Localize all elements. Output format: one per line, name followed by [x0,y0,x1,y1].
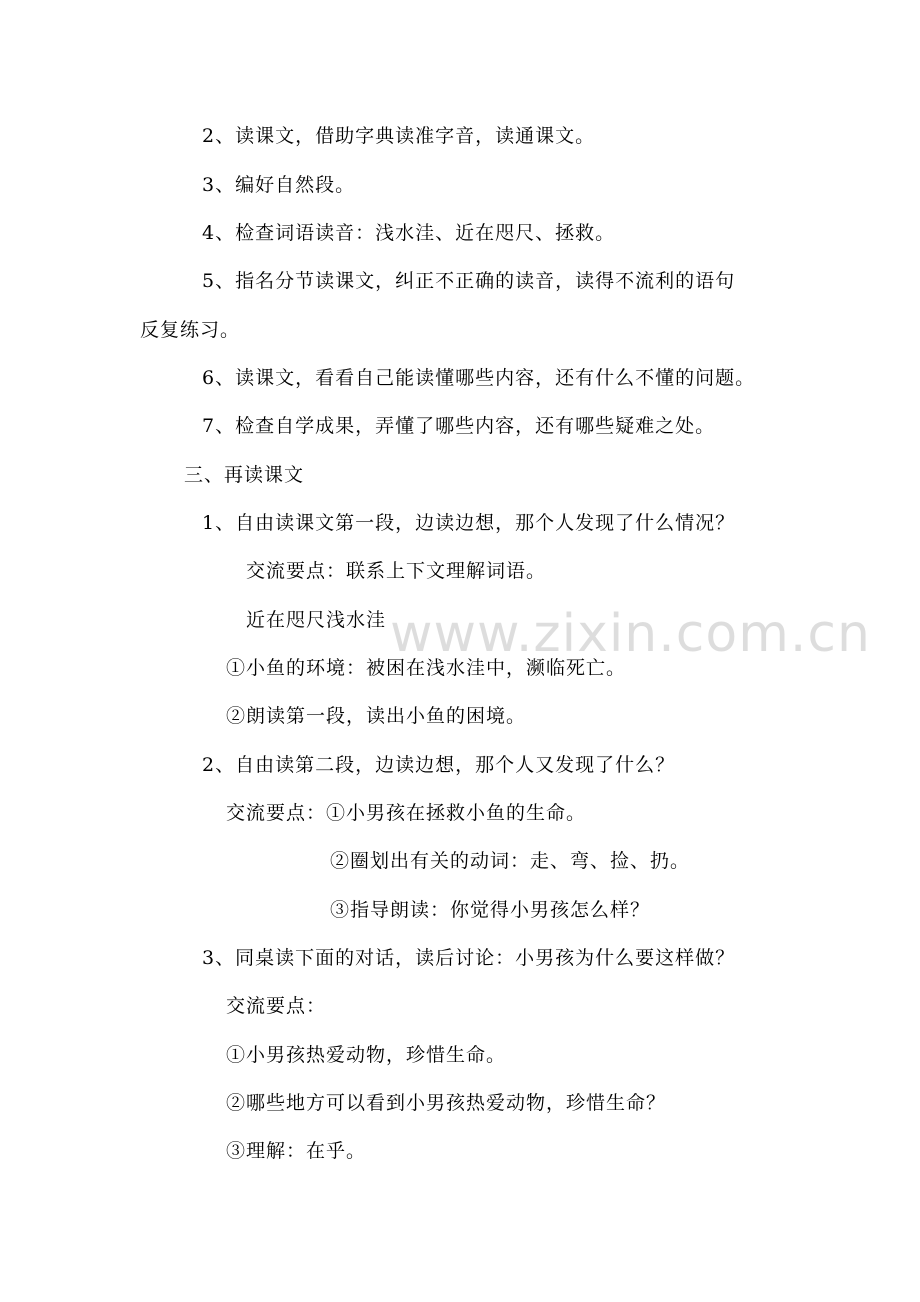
text-line-discussion-1: 交流要点：联系上下文理解词语。 [246,560,547,582]
watermark: www.zixin.com.cn [390,604,871,664]
text-line-discussion-3: 交流要点： [226,995,327,1017]
text-line-point-3b: ②哪些地方可以看到小男孩热爱动物，珍惜生命？ [226,1092,667,1114]
text-line-point-3a: ①小男孩热爱动物，珍惜生命。 [226,1044,507,1066]
text-line-item-5-continued: 反复练习。 [140,319,241,341]
text-line-item-3: 3、编好自然段。 [202,174,356,196]
text-line-discussion-2: 交流要点：①小男孩在拯救小鱼的生命。 [226,802,587,824]
text-line-vocabulary: 近在咫尺浅水洼 [246,609,387,631]
text-line-point-2b: ②圈划出有关的动词：走、弯、捡、扔。 [330,850,691,872]
text-line-point-3c: ③理解：在乎。 [226,1140,367,1162]
section-heading-reread: 三、再读课文 [184,464,305,486]
text-line-point-2c: ③指导朗读：你觉得小男孩怎么样？ [330,899,651,921]
text-line-question-3: 3、同桌读下面的对话，读后讨论：小男孩为什么要这样做？ [202,947,736,969]
text-line-point-1a: ①小鱼的环境：被困在浅水洼中，濒临死亡。 [226,657,627,679]
text-line-item-7: 7、检查自学成果，弄懂了哪些内容，还有哪些疑难之处。 [202,415,716,437]
text-line-item-6: 6、读课文，看看自己能读懂哪些内容，还有什么不懂的问题。 [202,367,756,389]
text-line-item-4: 4、检查词语读音：浅水洼、近在咫尺、拯救。 [202,222,616,244]
text-line-item-5: 5、指名分节读课文，纠正不正确的读音，读得不流利的语句 [202,270,736,292]
text-line-question-1: 1、自由读课文第一段，边读边想，那个人发现了什么情况？ [202,512,736,534]
text-line-question-2: 2、自由读第二段，边读边想，那个人又发现了什么？ [202,754,676,776]
text-line-point-1b: ②朗读第一段，读出小鱼的困境。 [226,705,527,727]
text-line-item-2: 2、读课文，借助字典读准字音，读通课文。 [202,125,596,147]
